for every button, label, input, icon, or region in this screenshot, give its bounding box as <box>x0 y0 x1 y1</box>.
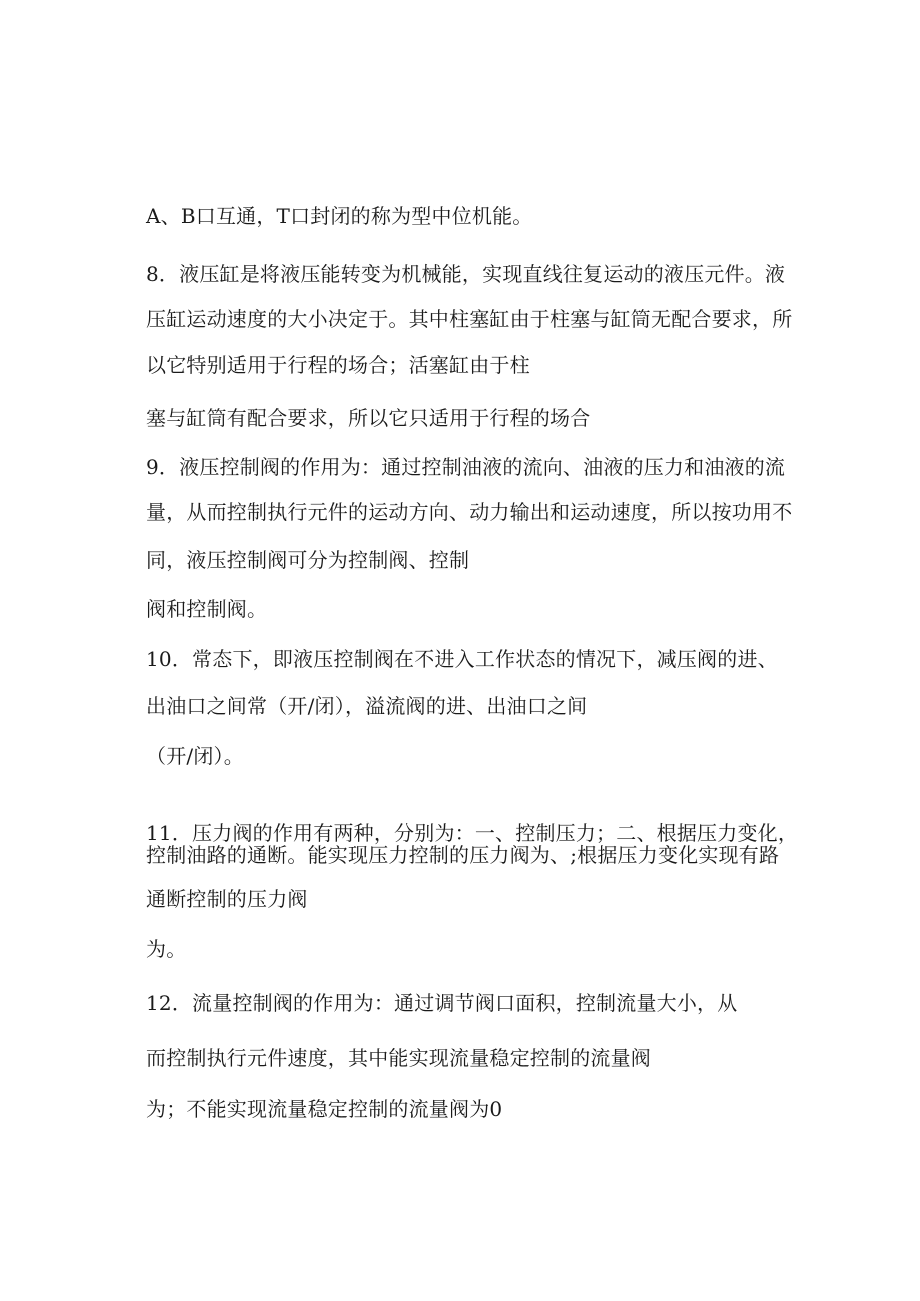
text-line: 8．液压缸是将液压能转变为机械能，实现直线往复运动的液压元件。液 <box>146 262 786 286</box>
text-line: 以它特别适用于行程的场合；活塞缸由于柱 <box>146 353 530 377</box>
text-line: 而控制执行元件速度，其中能实现流量稳定控制的流量阀 <box>146 1046 651 1070</box>
text-line: 量，从而控制执行元件的运动方向、动力输出和运动速度，所以按功用不 <box>146 500 793 524</box>
text-line: 控制油路的通断。能实现压力控制的压力阀为、;根据压力变化实现有路 <box>146 843 780 867</box>
text-line: （开/闭）。 <box>146 744 244 768</box>
text-line: 通断控制的压力阀 <box>146 887 308 911</box>
text-line: 11．压力阀的作用有两种，分别为：一、控制压力；二、根据压力变化， <box>146 821 799 845</box>
text-line: 10．常态下，即液压控制阀在不进入工作状态的情况下，减压阀的进、 <box>146 647 778 671</box>
text-line: 为。 <box>146 937 187 961</box>
text-line: A、B口互通，T口封闭的称为型中位机能。 <box>146 204 533 228</box>
text-line: 塞与缸筒有配合要求，所以它只适用于行程的场合 <box>146 406 591 430</box>
text-line: 压缸运动速度的大小决定于。其中柱塞缸由于柱塞与缸筒无配合要求，所 <box>146 307 793 331</box>
text-line: 9．液压控制阀的作用为：通过控制油液的流向、油液的压力和油液的流 <box>146 455 786 479</box>
text-line: 阀和控制阀。 <box>146 597 268 621</box>
text-line: 同，液压控制阀可分为控制阀、控制 <box>146 548 470 572</box>
text-line: 12．流量控制阀的作用为：通过调节阀口面积，控制流量大小，从 <box>146 991 738 1015</box>
text-line: 为；不能实现流量稳定控制的流量阀为0 <box>146 1097 503 1121</box>
text-line: 出油口之间常（开/闭），溢流阀的进、出油口之间 <box>146 694 588 718</box>
